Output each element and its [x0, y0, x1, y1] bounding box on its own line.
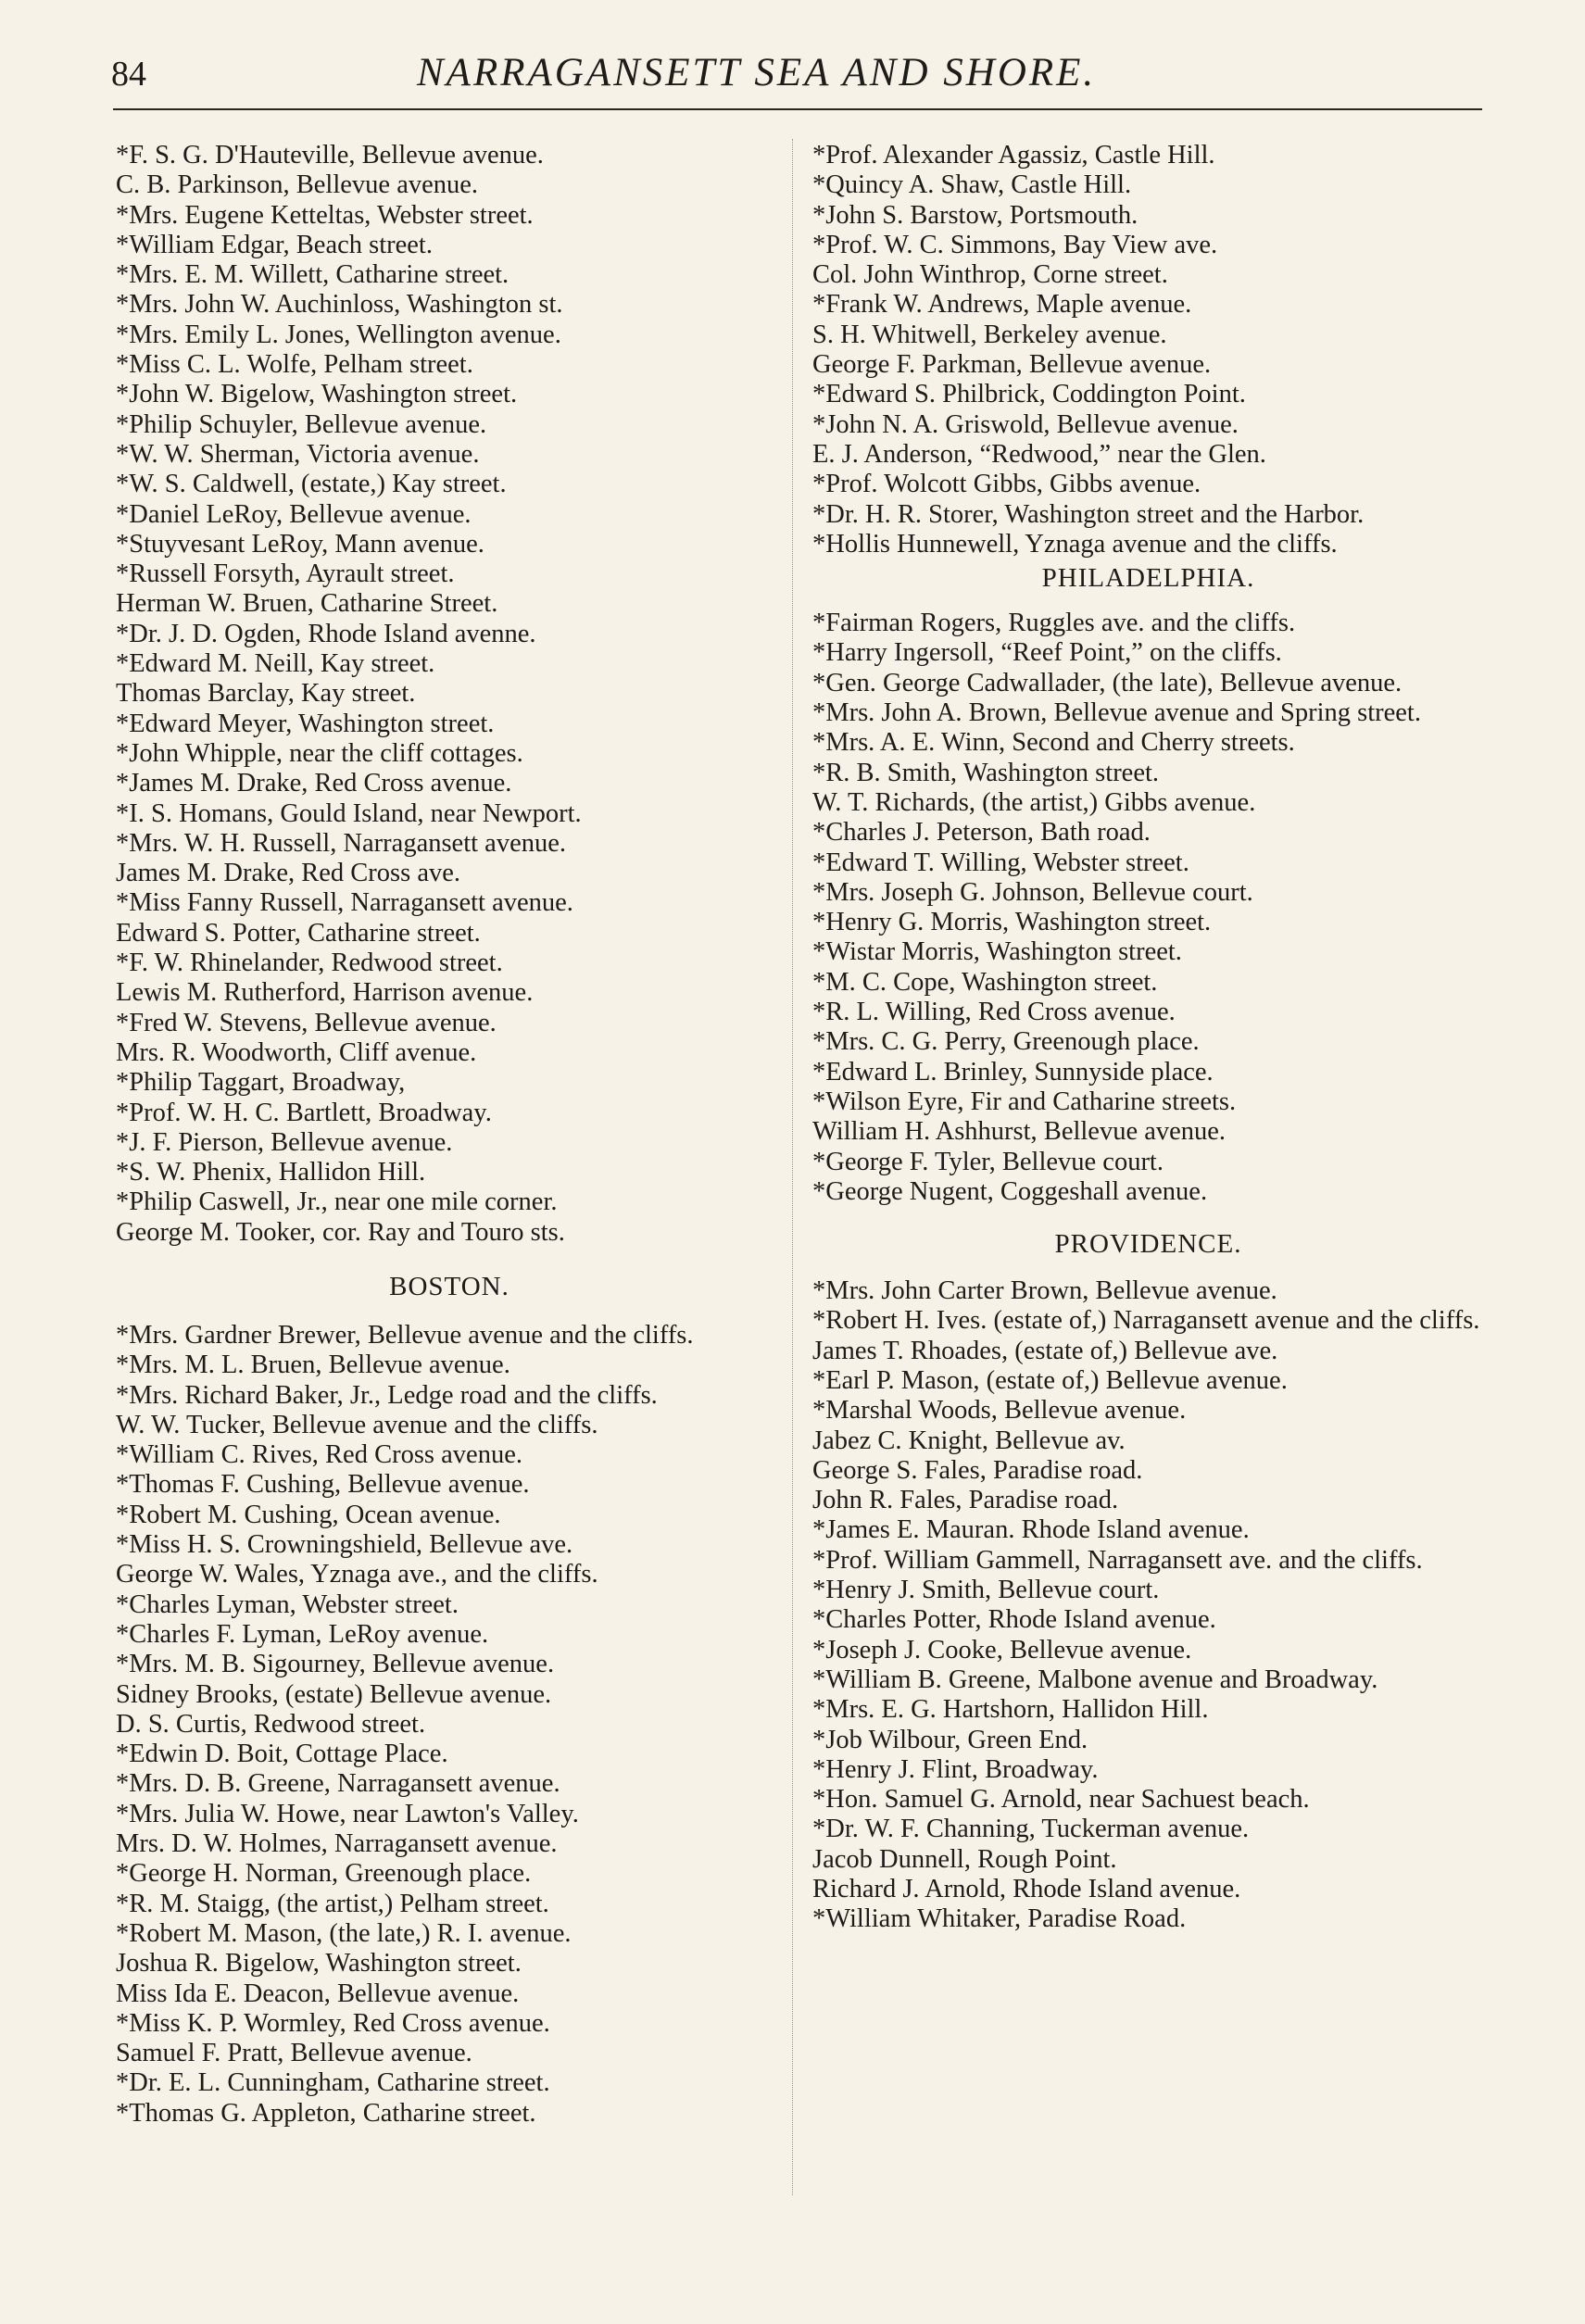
- directory-entry: *R. B. Smith, Washington street.: [812, 758, 1160, 787]
- directory-entry: *Harry Ingersoll, “Reef Point,” on the cliffs.: [812, 638, 1282, 668]
- directory-entry: *Daniel LeRoy, Bellevue avenue.: [116, 499, 472, 529]
- directory-entry: *Quincy A. Shaw, Castle Hill.: [812, 170, 1132, 200]
- directory-entry: Miss Ida E. Deacon, Bellevue avenue.: [116, 1979, 520, 2008]
- directory-entry: *Prof. W. H. C. Bartlett, Broadway.: [116, 1098, 492, 1127]
- directory-entry: *Mrs. John W. Auchinloss, Washington st.: [116, 290, 563, 320]
- column-divider: [792, 139, 793, 2195]
- section-heading-providence: PROVIDENCE.: [1054, 1229, 1242, 1260]
- directory-entry: James T. Rhoades, (estate of,) Bellevue ave.: [812, 1336, 1278, 1365]
- page-header: [111, 46, 1482, 111]
- directory-entry: *Prof. Alexander Agassiz, Castle Hill.: [812, 141, 1215, 170]
- directory-entry: *John Whipple, near the cliff cottages.: [116, 738, 523, 768]
- directory-entry: *Edwin D. Boit, Cottage Place.: [116, 1740, 448, 1769]
- directory-entry: *Mrs. John Carter Brown, Bellevue avenue.: [812, 1276, 1277, 1306]
- directory-entry: *Dr. H. R. Storer, Washington street and the Harbor.: [812, 499, 1365, 529]
- directory-entry: *Job Wilbour, Green End.: [812, 1725, 1088, 1754]
- directory-entry: George S. Fales, Paradise road.: [812, 1455, 1143, 1485]
- directory-entry: *Mrs. W. H. Russell, Narragansett avenue.: [116, 828, 566, 858]
- directory-entry: *Mrs. A. E. Winn, Second and Cherry streets.: [812, 728, 1295, 758]
- directory-entry: *Stuyvesant LeRoy, Mann avenue.: [116, 529, 484, 559]
- directory-entry: *Miss C. L. Wolfe, Pelham street.: [116, 350, 473, 380]
- directory-entry: W. W. Tucker, Bellevue avenue and the cliffs.: [116, 1410, 598, 1439]
- directory-entry: *John N. A. Griswold, Bellevue avenue.: [812, 409, 1239, 439]
- directory-entry: *Miss Fanny Russell, Narragansett avenue.: [116, 888, 573, 918]
- directory-entry: *William Edgar, Beach street.: [116, 230, 433, 259]
- directory-entry: *W. S. Caldwell, (estate,) Kay street.: [116, 470, 507, 499]
- directory-entry: *Edward M. Neill, Kay street.: [116, 649, 435, 679]
- directory-entry: *Charles J. Peterson, Bath road.: [812, 818, 1151, 848]
- directory-entry: *Charles Lyman, Webster street.: [116, 1589, 459, 1619]
- directory-entry: *Dr. E. L. Cunningham, Catharine street.: [116, 2068, 550, 2098]
- directory-entry: *Mrs. John A. Brown, Bellevue avenue and Spring street.: [812, 698, 1421, 728]
- directory-entry: Thomas Barclay, Kay street.: [116, 679, 416, 709]
- directory-entry: *Charles Potter, Rhode Island avenue.: [812, 1605, 1216, 1635]
- directory-entry: *Mrs. M. B. Sigourney, Bellevue avenue.: [116, 1650, 555, 1679]
- directory-entry: *Philip Caswell, Jr., near one mile corner.: [116, 1187, 558, 1217]
- directory-entry: *Hon. Samuel G. Arnold, near Sachuest beach.: [812, 1785, 1310, 1815]
- directory-entry: *George Nugent, Coggeshall avenue.: [812, 1176, 1208, 1206]
- directory-entry: *Wilson Eyre, Fir and Catharine streets.: [812, 1087, 1237, 1116]
- directory-entry: *Prof. William Gammell, Narragansett ave. and the cliffs.: [812, 1545, 1423, 1575]
- directory-entry: *Philip Schuyler, Bellevue avenue.: [116, 409, 487, 439]
- directory-entry: Jabez C. Knight, Bellevue av.: [812, 1426, 1126, 1455]
- directory-entry: *F. S. G. D'Hauteville, Bellevue avenue.: [116, 141, 544, 170]
- directory-entry: *John S. Barstow, Portsmouth.: [812, 200, 1138, 230]
- directory-entry: *Edward Meyer, Washington street.: [116, 709, 495, 738]
- philadelphia-list: [812, 609, 1484, 1207]
- directory-entry: *Mrs. E. M. Willett, Catharine street.: [116, 260, 509, 290]
- directory-entry: Lewis M. Rutherford, Harrison avenue.: [116, 978, 534, 1008]
- directory-entry: *M. C. Cope, Washington street.: [812, 967, 1158, 997]
- directory-entry: *Robert M. Cushing, Ocean avenue.: [116, 1500, 501, 1529]
- directory-entry: *Earl P. Mason, (estate of,) Bellevue avenue.: [812, 1365, 1288, 1395]
- directory-entry: W. T. Richards, (the artist,) Gibbs avenue.: [812, 787, 1256, 817]
- directory-entry: Samuel F. Pratt, Bellevue avenue.: [116, 2039, 472, 2068]
- directory-entry: *Henry G. Morris, Washington street.: [812, 908, 1212, 937]
- directory-entry: *Gen. George Cadwallader, (the late), Bellevue avenue.: [812, 668, 1403, 697]
- directory-entry: *Philip Taggart, Broadway,: [116, 1068, 406, 1098]
- directory-entry: George F. Parkman, Bellevue avenue.: [812, 350, 1212, 380]
- directory-entry: William H. Ashhurst, Bellevue avenue.: [812, 1117, 1226, 1147]
- directory-entry: *Mrs. C. G. Perry, Greenough place.: [812, 1027, 1200, 1057]
- directory-entry: *Miss K. P. Wormley, Red Cross avenue.: [116, 2008, 550, 2038]
- directory-entry: *Mrs. E. G. Hartshorn, Hallidon Hill.: [812, 1695, 1209, 1725]
- newport-list: [116, 141, 783, 1248]
- directory-entry: *Mrs. Eugene Ketteltas, Webster street.: [116, 200, 534, 230]
- directory-entry: *F. W. Rhinelander, Redwood street.: [116, 948, 503, 978]
- directory-entry: *Mrs. Richard Baker, Jr., Ledge road and the cliffs.: [116, 1380, 658, 1410]
- directory-entry: C. B. Parkinson, Bellevue avenue.: [116, 170, 479, 200]
- directory-entry: *Mrs. Joseph G. Johnson, Bellevue court.: [812, 877, 1253, 907]
- directory-entry: *Frank W. Andrews, Maple avenue.: [812, 290, 1192, 320]
- directory-entry: *I. S. Homans, Gould Island, near Newport.: [116, 798, 582, 828]
- directory-entry: *William Whitaker, Paradise Road.: [812, 1904, 1187, 1934]
- directory-entry: Mrs. R. Woodworth, Cliff avenue.: [116, 1037, 477, 1067]
- page-number: 84: [111, 55, 146, 94]
- directory-entry: *Miss H. S. Crowningshield, Bellevue ave.: [116, 1530, 573, 1560]
- directory-entry: *Wistar Morris, Washington street.: [812, 937, 1182, 967]
- directory-entry: *Robert H. Ives. (estate of,) Narragansett avenue and the cliffs.: [812, 1306, 1480, 1336]
- directory-entry: E. J. Anderson, “Redwood,” near the Glen.: [812, 439, 1266, 469]
- directory-entry: *Mrs. M. L. Bruen, Bellevue avenue.: [116, 1350, 510, 1380]
- directory-entry: *R. M. Staigg, (the artist,) Pelham street.: [116, 1889, 549, 1918]
- section-heading-philadelphia: PHILADELPHIA.: [1041, 563, 1255, 594]
- directory-entry: *James M. Drake, Red Cross avenue.: [116, 769, 512, 798]
- boston-list: [116, 1321, 783, 2129]
- directory-entry: *George F. Tyler, Bellevue court.: [812, 1147, 1164, 1176]
- directory-entry: *James E. Mauran. Rhode Island avenue.: [812, 1515, 1250, 1545]
- directory-entry: George M. Tooker, cor. Ray and Touro sts.: [116, 1217, 565, 1247]
- directory-entry: *Hollis Hunnewell, Yznaga avenue and the cliffs.: [812, 529, 1338, 559]
- directory-entry: *Joseph J. Cooke, Bellevue avenue.: [812, 1635, 1192, 1664]
- directory-entry: *R. L. Willing, Red Cross avenue.: [812, 998, 1176, 1027]
- directory-entry: S. H. Whitwell, Berkeley avenue.: [812, 320, 1167, 349]
- directory-entry: *Fairman Rogers, Ruggles ave. and the cliffs.: [812, 609, 1296, 638]
- directory-entry: Edward S. Potter, Catharine street.: [116, 918, 481, 948]
- directory-entry: *Henry J. Flint, Broadway.: [812, 1754, 1099, 1784]
- directory-entry: *Marshal Woods, Bellevue avenue.: [812, 1396, 1187, 1426]
- directory-entry: *John W. Bigelow, Washington street.: [116, 380, 518, 409]
- directory-entry: *S. W. Phenix, Hallidon Hill.: [116, 1158, 426, 1187]
- directory-entry: George W. Wales, Yznaga ave., and the cliffs.: [116, 1560, 598, 1589]
- directory-entry: *Mrs. Gardner Brewer, Bellevue avenue and the cliffs.: [116, 1320, 694, 1350]
- directory-entry: Mrs. D. W. Holmes, Narragansett avenue.: [116, 1829, 558, 1859]
- directory-entry: *Henry J. Smith, Bellevue court.: [812, 1576, 1160, 1605]
- directory-entry: Jacob Dunnell, Rough Point.: [812, 1844, 1117, 1874]
- directory-entry: James M. Drake, Red Cross ave.: [116, 859, 461, 888]
- directory-entry: *Fred W. Stevens, Bellevue avenue.: [116, 1008, 497, 1037]
- directory-entry: *Dr. J. D. Ogden, Rhode Island avenne.: [116, 619, 536, 648]
- directory-entry: *George H. Norman, Greenough place.: [116, 1859, 532, 1889]
- directory-entry: *Thomas G. Appleton, Catharine street.: [116, 2098, 536, 2128]
- right-column: [812, 141, 1484, 1935]
- directory-entry: Sidney Brooks, (estate) Bellevue avenue.: [116, 1679, 552, 1709]
- section-heading-boston: BOSTON.: [389, 1271, 509, 1301]
- directory-entry: *Russell Forsyth, Ayrault street.: [116, 559, 455, 589]
- directory-entry: *Mrs. Emily L. Jones, Wellington avenue.: [116, 320, 561, 349]
- directory-entry: Joshua R. Bigelow, Washington street.: [116, 1949, 522, 1979]
- directory-entry: *W. W. Sherman, Victoria avenue.: [116, 439, 480, 469]
- directory-entry: Herman W. Bruen, Catharine Street.: [116, 589, 498, 619]
- directory-entry: *Edward S. Philbrick, Coddington Point.: [812, 380, 1246, 409]
- directory-entry: Col. John Winthrop, Corne street.: [812, 260, 1168, 290]
- directory-entry: *Edward L. Brinley, Sunnyside place.: [812, 1057, 1214, 1087]
- directory-entry: *J. F. Pierson, Bellevue avenue.: [116, 1127, 453, 1157]
- directory-entry: *Charles F. Lyman, LeRoy avenue.: [116, 1619, 489, 1649]
- providence-list: [812, 1276, 1484, 1935]
- directory-entry: *Edward T. Willing, Webster street.: [812, 848, 1189, 877]
- directory-entry: *Robert M. Mason, (the late,) R. I. avenue.: [116, 1918, 572, 1948]
- directory-entry: *Prof. Wolcott Gibbs, Gibbs avenue.: [812, 470, 1201, 499]
- directory-entry: *Prof. W. C. Simmons, Bay View ave.: [812, 230, 1218, 259]
- directory-entry: D. S. Curtis, Redwood street.: [116, 1709, 426, 1739]
- directory-entry: *Mrs. Julia W. Howe, near Lawton's Valley.: [116, 1799, 579, 1828]
- directory-entry: *Thomas F. Cushing, Bellevue avenue.: [116, 1470, 530, 1500]
- running-title: NARRAGANSETT SEA AND SHORE.: [417, 51, 1097, 94]
- directory-entry: *Mrs. D. B. Greene, Narragansett avenue.: [116, 1769, 560, 1799]
- directory-entry: *William C. Rives, Red Cross avenue.: [116, 1440, 522, 1470]
- left-column: [116, 141, 783, 2129]
- boston-continued-list: [812, 141, 1484, 559]
- directory-entry: Richard J. Arnold, Rhode Island avenue.: [812, 1875, 1241, 1904]
- directory-entry: *William B. Greene, Malbone avenue and Broadway.: [812, 1664, 1378, 1694]
- directory-entry: *Dr. W. F. Channing, Tuckerman avenue.: [812, 1815, 1250, 1844]
- header-rule: [113, 108, 1482, 110]
- directory-entry: John R. Fales, Paradise road.: [812, 1486, 1119, 1515]
